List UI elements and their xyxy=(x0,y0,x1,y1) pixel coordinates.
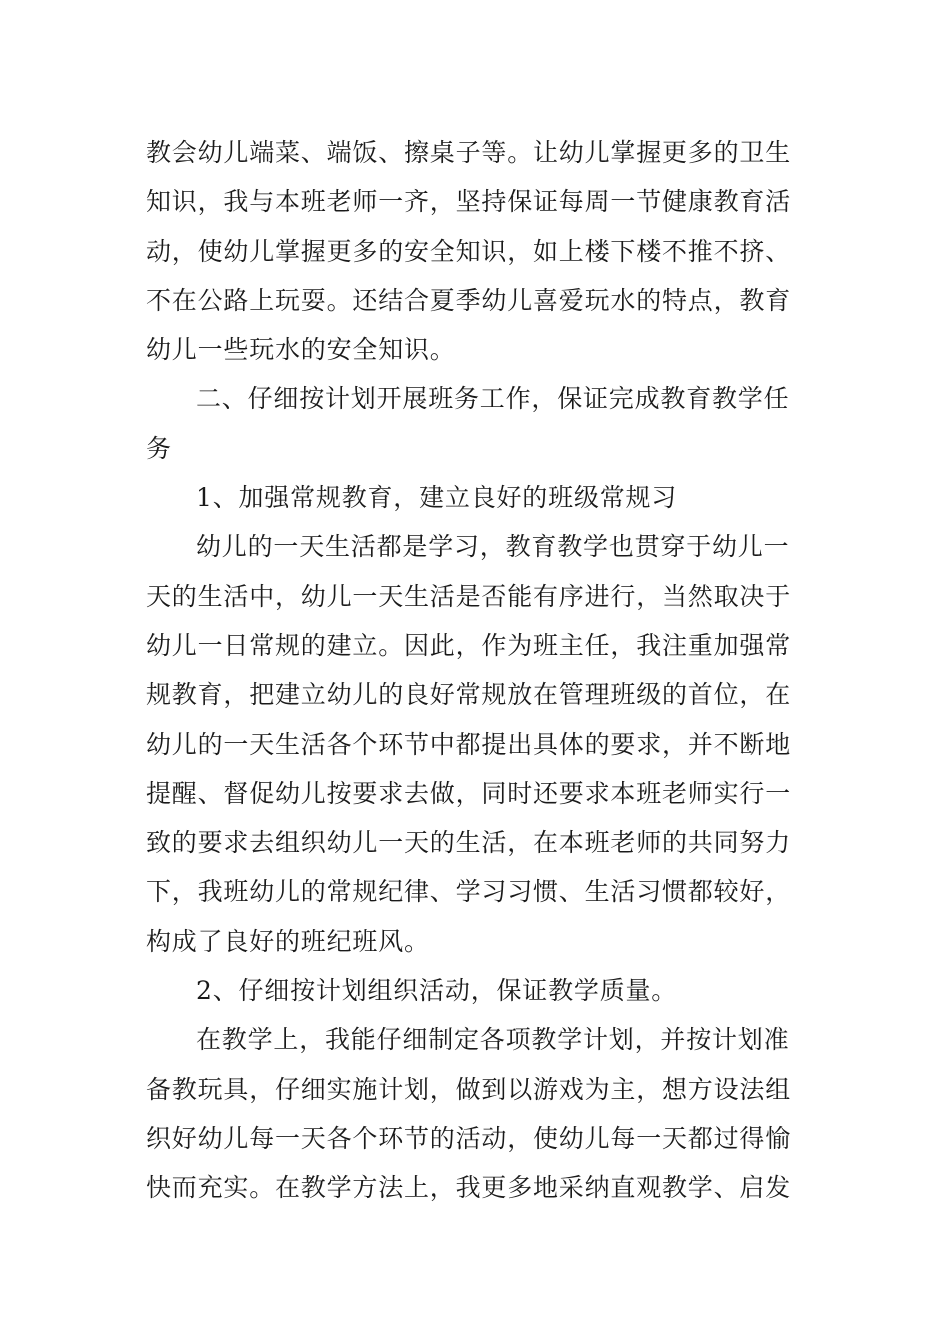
text-line: 幼儿的一天生活各个环节中都提出具体的要求，并不断地 xyxy=(146,729,792,759)
text-line: 动，使幼儿掌握更多的安全知识，如上楼下楼不推不挤、 xyxy=(146,236,792,266)
text-line: 天的生活中，幼儿一天生活是否能有序进行，当然取决于 xyxy=(146,581,792,611)
text-line: 知识，我与本班老师一齐，坚持保证每周一节健康教育活 xyxy=(146,187,792,217)
text-line: 提醒、督促幼儿按要求去做，同时还要求本班老师实行一 xyxy=(146,778,792,808)
subsection-heading: 2、仔细按计划组织活动，保证教学质量。 xyxy=(196,976,678,1006)
section-heading-continued: 务 xyxy=(146,433,172,463)
text-line: 幼儿一些玩水的安全知识。 xyxy=(146,335,456,365)
text-line: 构成了良好的班纪班风。 xyxy=(146,926,430,956)
text-line: 致的要求去组织幼儿一天的生活，在本班老师的共同努力 xyxy=(146,828,792,858)
text-line: 幼儿一日常规的建立。因此，作为班主任，我注重加强常 xyxy=(146,630,792,660)
text-line: 规教育，把建立幼儿的良好常规放在管理班级的首位，在 xyxy=(146,680,792,710)
text-line: 下，我班幼儿的常规纪律、学习习惯、生活习惯都较好， xyxy=(146,877,792,907)
document-body xyxy=(146,128,810,1213)
text-line: 快而充实。在教学方法上，我更多地采纳直观教学、启发 xyxy=(146,1173,792,1203)
section-heading: 二、仔细按计划开展班务工作，保证完成教育教学任 xyxy=(196,384,790,414)
paragraph-start: 在教学上，我能仔细制定各项教学计划，并按计划准 xyxy=(196,1025,790,1055)
subsection-heading: 1、加强常规教育，建立良好的班级常规习 xyxy=(196,483,678,513)
text-line: 不在公路上玩耍。还结合夏季幼儿喜爱玩水的特点，教育 xyxy=(146,285,792,315)
text-line: 教会幼儿端菜、端饭、擦桌子等。让幼儿掌握更多的卫生 xyxy=(146,138,792,167)
paragraph-start: 幼儿的一天生活都是学习，教育教学也贯穿于幼儿一 xyxy=(196,532,790,562)
text-line: 备教玩具，仔细实施计划，做到以游戏为主，想方设法组 xyxy=(146,1074,792,1104)
text-line: 织好幼儿每一天各个环节的活动，使幼儿每一天都过得愉 xyxy=(146,1123,792,1153)
